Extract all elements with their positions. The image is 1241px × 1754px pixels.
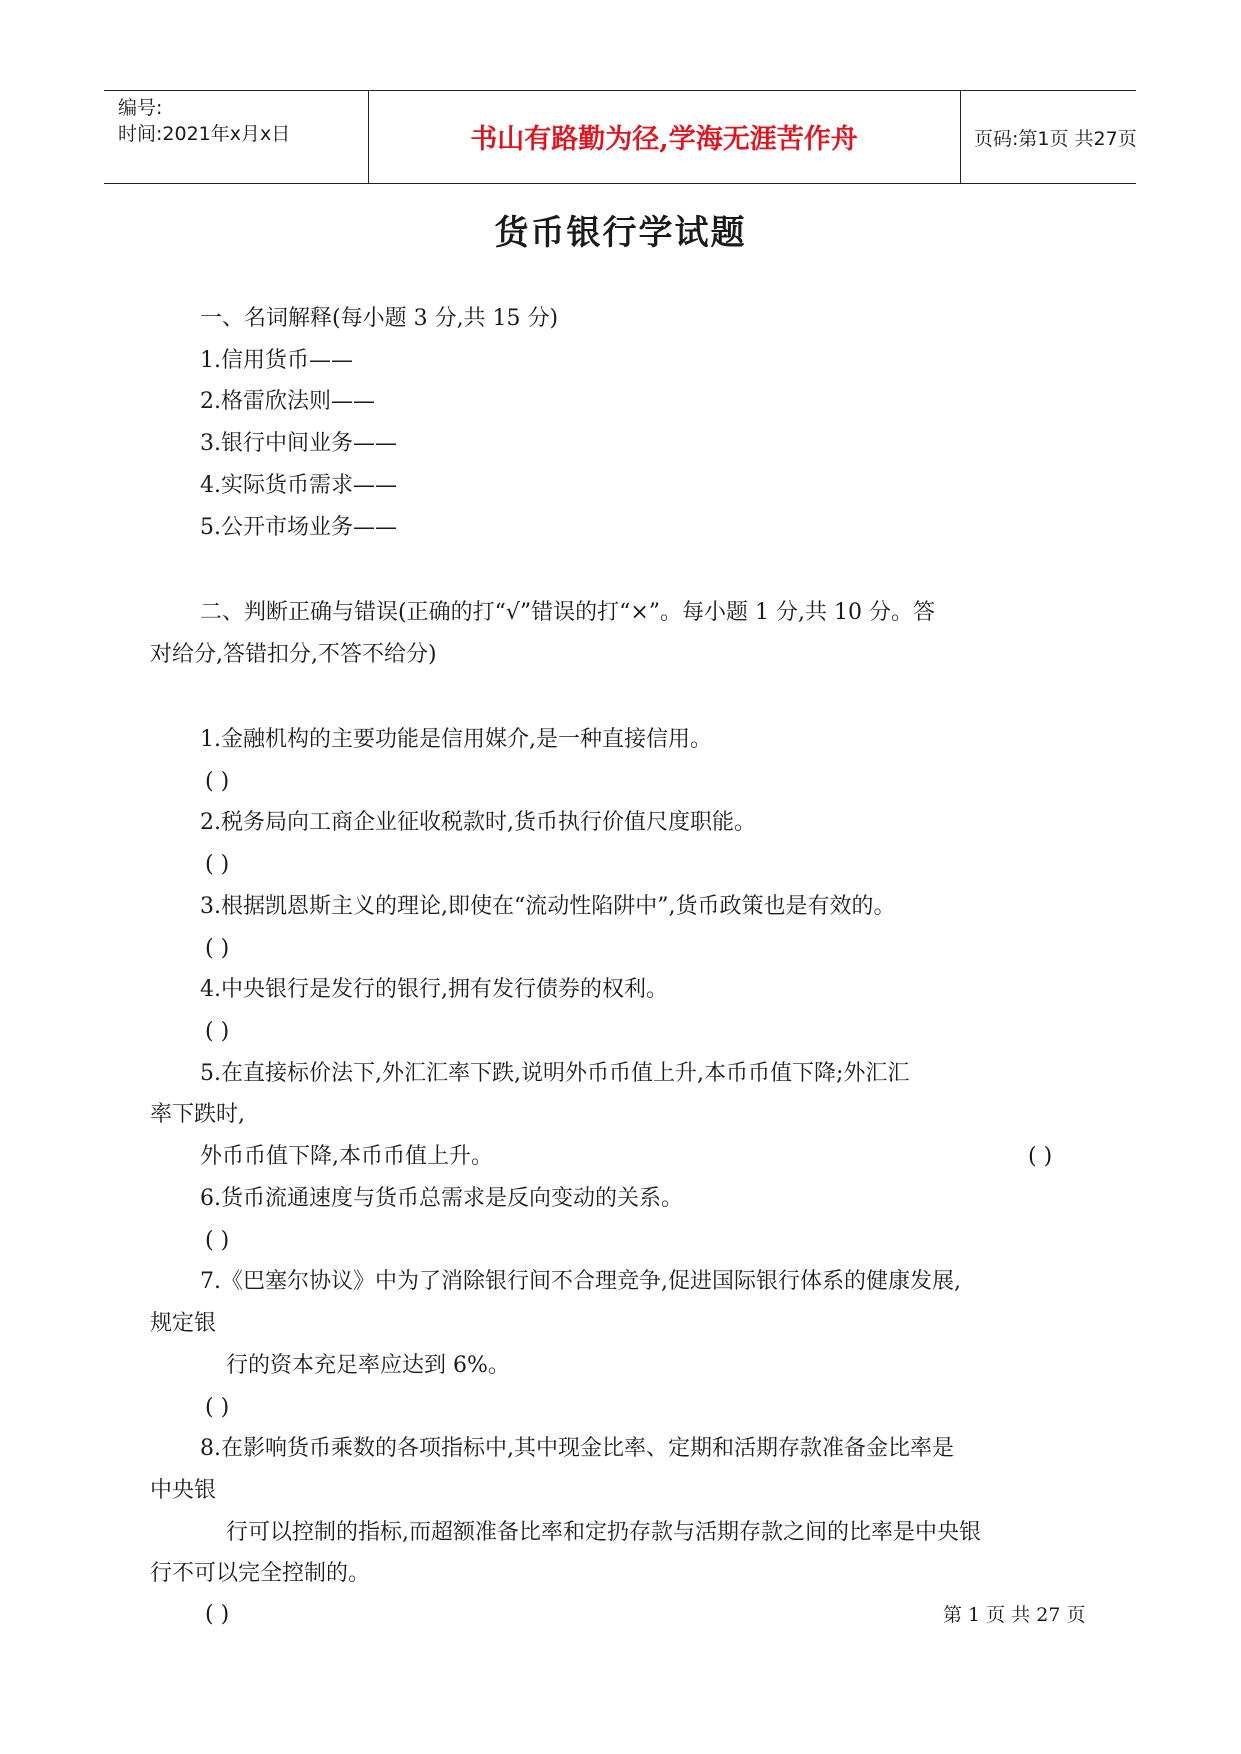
answer-blank: ( ) — [1028, 1144, 1053, 1169]
page-title: 货币银行学试题 — [494, 213, 747, 253]
question-8-continued: 中央银 — [150, 1478, 217, 1503]
section1-item: 5.公开市场业务—— — [200, 515, 397, 540]
question-8-continued: 行可以控制的指标,而超额准备比率和定扔存款与活期存款之间的比率是中央银 — [226, 1520, 981, 1545]
header-table — [104, 90, 1136, 184]
section1-item: 1.信用货币—— — [200, 348, 353, 373]
question-7-continued: 规定银 — [150, 1311, 217, 1336]
answer-blank: ( ) — [205, 1395, 230, 1420]
section1-item: 4.实际货币需求—— — [200, 473, 397, 498]
document-number-label: 编号: — [118, 97, 163, 119]
header-motto-cell — [368, 91, 961, 183]
question-5-continued: 外币币值下降,本币币值上升。 — [200, 1144, 493, 1169]
answer-blank: ( ) — [205, 1019, 230, 1044]
question-6: 6.货币流通速度与货币总需求是反向变动的关系。 — [200, 1186, 683, 1211]
section1-item: 3.银行中间业务—— — [200, 431, 397, 456]
header-left-cell — [104, 91, 369, 183]
header-page-cell — [960, 91, 1136, 183]
question-8: 8.在影响货币乘数的各项指标中,其中现金比率、定期和活期存款准备金比率是 — [200, 1436, 954, 1461]
question-3: 3.根据凯恩斯主义的理论,即使在“流动性陷阱中”,货币政策也是有效的。 — [200, 894, 896, 919]
question-5: 5.在直接标价法下,外汇汇率下跌,说明外币币值上升,本币币值下降;外汇汇 — [200, 1061, 910, 1086]
answer-blank: ( ) — [205, 936, 230, 961]
question-7: 7.《巴塞尔协议》中为了消除银行间不合理竞争,促进国际银行体系的健康发展, — [200, 1269, 961, 1294]
question-8-continued: 行不可以完全控制的。 — [150, 1561, 371, 1586]
section2-heading-continued: 对给分,答错扣分,不答不给分) — [150, 642, 437, 667]
header-motto: 书山有路勤为径,学海无涯苦作舟 — [470, 124, 858, 155]
header-page-label: 页码:第1页 共27页 — [974, 128, 1137, 150]
question-7-continued: 行的资本充足率应达到 6%。 — [226, 1353, 510, 1378]
section2-heading: 二、判断正确与错误(正确的打“√”错误的打“×”。每小题 1 分,共 10 分。答 — [200, 600, 935, 625]
question-5-continued: 率下跌时, — [150, 1102, 245, 1127]
answer-blank: ( ) — [205, 1602, 230, 1627]
question-2: 2.税务局向工商企业征收税款时,货币执行价值尺度职能。 — [200, 810, 756, 835]
question-4: 4.中央银行是发行的银行,拥有发行债券的权利。 — [200, 977, 668, 1002]
section1-heading: 一、名词解释(每小题 3 分,共 15 分) — [200, 306, 559, 331]
answer-blank: ( ) — [205, 1228, 230, 1253]
page-footer: 第 1 页 共 27 页 — [943, 1604, 1086, 1626]
document-time-label: 时间:2021年x月x日 — [118, 123, 291, 145]
answer-blank: ( ) — [205, 769, 230, 794]
section1-item: 2.格雷欣法则—— — [200, 389, 375, 414]
answer-blank: ( ) — [205, 852, 230, 877]
question-1: 1.金融机构的主要功能是信用媒介,是一种直接信用。 — [200, 727, 712, 752]
